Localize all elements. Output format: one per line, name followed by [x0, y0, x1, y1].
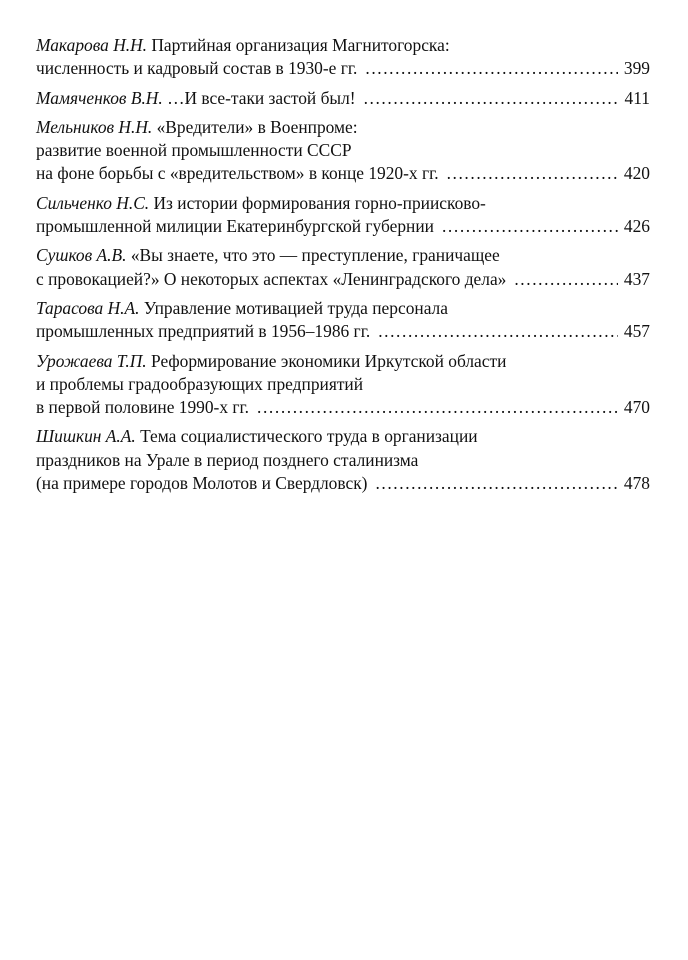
dot-leader [364, 87, 619, 110]
toc-entry[interactable] [36, 244, 650, 291]
entry-title-line: Тема социалистического труда в организации [140, 426, 478, 447]
entry-title-line: промышленной милиции Екатеринбургской губернии [36, 216, 434, 237]
entry-title-line: Реформирование экономики Иркутской области [151, 350, 507, 371]
entry-author: Тарасова Н.А. [36, 297, 140, 318]
entry-page-number: 470 [623, 397, 650, 418]
entry-title-line: развитие военной промышленности СССР [36, 140, 352, 161]
entry-title-line: на фоне борьбы с «вредительством» в конце 1920-х гг. [36, 163, 439, 184]
dot-leader [442, 215, 618, 238]
entry-author: Сильченко Н.С. [36, 192, 150, 213]
toc-entry[interactable] [36, 192, 650, 239]
entry-title-line: с провокацией?» О некоторых аспектах «Ленинградского дела» [36, 268, 507, 289]
toc-entry[interactable] [36, 297, 650, 344]
entry-author: Мельников Н.Н. [36, 116, 153, 137]
entry-page-number: 426 [623, 216, 650, 237]
entry-author: Мамяченков В.Н. [36, 87, 163, 108]
toc-entry[interactable] [36, 350, 650, 420]
dot-leader [375, 472, 617, 495]
entry-title-line: промышленных предприятий в 1956–1986 гг. [36, 321, 371, 342]
toc-entry[interactable] [36, 116, 650, 186]
entry-title-line: Из истории формирования горно-приисково- [153, 192, 486, 213]
toc-entry[interactable] [36, 34, 650, 81]
entry-title-line: праздников на Урале в период позднего сталинизма [36, 449, 419, 470]
dot-leader [447, 162, 618, 185]
entry-page-number: 411 [624, 87, 650, 108]
dot-leader [257, 396, 618, 419]
entry-author: Сушков А.В. [36, 245, 127, 266]
entry-title-line: (на примере городов Молотов и Свердловск) [36, 473, 368, 494]
entry-title-line: Управление мотивацией труда персонала [143, 297, 448, 318]
table-of-contents [36, 34, 650, 501]
dot-leader [365, 57, 618, 80]
entry-page-number: 420 [623, 163, 650, 184]
entry-title-line: …И все-таки застой был! [167, 87, 356, 108]
entry-author: Урожаева Т.П. [36, 350, 147, 371]
toc-entry[interactable] [36, 87, 650, 110]
entry-page-number: 478 [623, 473, 650, 494]
entry-page-number: 457 [623, 321, 650, 342]
entry-author: Шишкин А.А. [36, 426, 136, 447]
entry-author: Макарова Н.Н. [36, 35, 148, 55]
entry-title-line: численность и кадровый состав в 1930-е гг. [36, 58, 358, 79]
dot-leader [514, 268, 618, 291]
toc-entry[interactable] [36, 425, 650, 495]
entry-title-line: «Вы знаете, что это — преступление, граничащее [130, 245, 500, 266]
dot-leader [378, 320, 618, 343]
entry-page-number: 399 [623, 58, 650, 79]
entry-title-line: Партийная организация Магнитогорска: [151, 35, 450, 55]
entry-title-line: и проблемы градообразующих предприятий [36, 373, 364, 394]
entry-page-number: 437 [623, 268, 650, 289]
entry-title-line: «Вредители» в Военпроме: [156, 116, 358, 137]
entry-title-line: в первой половине 1990-х гг. [36, 397, 250, 418]
